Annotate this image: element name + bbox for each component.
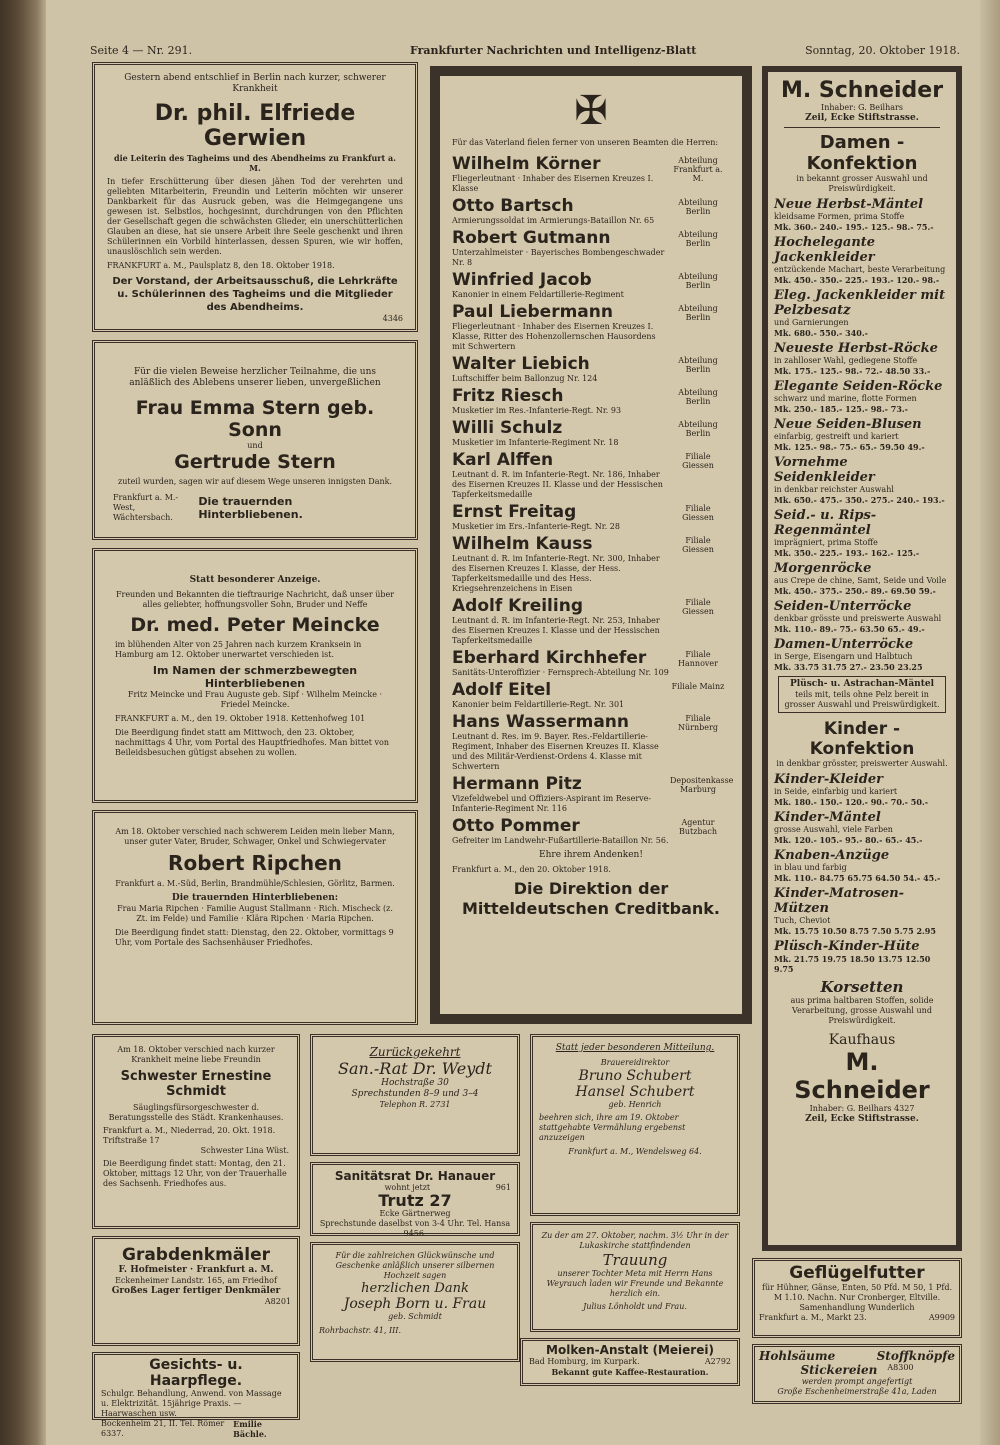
item-description: in zahlloser Wahl, gediegene Stoffe (774, 356, 918, 365)
fallen-department: Filiale Hannover (678, 650, 718, 668)
korsetten-text: aus prima haltbaren Stoffen, solide Verarbeitung, grosse Auswahl und Preiswürdigkeit. (790, 996, 934, 1025)
gerwien-intro: Gestern abend entschlief in Berlin nach kurzer, schwerer Krankheit (124, 73, 386, 94)
item-description: Tuch, Cheviot (774, 916, 831, 925)
schneider-owner-2: Inhaber: G. Beilhars (809, 1104, 892, 1113)
fallen-department: Abteilung Berlin (678, 356, 718, 374)
ad-dr-hanauer (310, 1162, 520, 1236)
stern-place-1: Frankfurt a. M.-West, (113, 493, 179, 512)
item-heading: Morgenröcke (774, 561, 872, 576)
fallen-name: Wilhelm Körner (452, 154, 601, 174)
fallen-entry (452, 386, 730, 416)
header-newspaper-title: Frankfurter Nachrichten und Intelligenz-Blatt (410, 44, 697, 57)
fallen-entry (452, 354, 730, 384)
item-prices: Mk. 125.- 98.- 75.- 65.- 59.50 49.- (774, 442, 925, 452)
price-item (774, 235, 950, 285)
fallen-description: Gefreiter im Landwehr-Fußartillerie-Bataillon Nr. 56. (452, 836, 669, 845)
item-heading: Eleg. Jackenkleider mit Pelzbesatz (774, 288, 946, 318)
stern-text: zuteil wurden, sagen wir auf diesem Wege unseren innigsten Dank. (117, 477, 393, 486)
grab-address: Eckenheimer Landstr. 165, am Friedhof (115, 1276, 277, 1285)
price-item (774, 417, 950, 452)
item-description: in denkbar reichster Auswahl (774, 485, 894, 494)
schmidt-role: Säuglingsfürsorgeschwester d. Beratungsstelle des Städt. Krankenhauses. (108, 1103, 284, 1122)
pflege-address: Bockenheim 21, II. Tel. Römer 6337. (101, 1419, 225, 1438)
fallen-entry (452, 418, 730, 448)
schneider-owner: Inhaber: G. Beilhars (821, 103, 903, 112)
born-name: Joseph Born u. Frau (343, 1296, 487, 1312)
pflege-body: Schulgr. Behandlung, Anwend. von Massage u. Elektrizität. 15jährige Praxis. — Haarwaschen usw. (101, 1389, 282, 1418)
price-item (774, 599, 950, 634)
fallen-entry (452, 648, 730, 678)
fallen-description: Unterzahlmeister · Bayerisches Bombengeschwader Nr. 8 (452, 248, 665, 267)
meincke-names: Fritz Meincke und Frau Auguste geb. Sipf · Wilhelm Meincke · Friedel Meincke. (127, 690, 383, 709)
schmidt-intro: Am 18. Oktober verschied nach kurzer Krankheit meine liebe Freundin (117, 1045, 275, 1064)
fallen-name: Hans Wassermann (452, 712, 629, 732)
fallen-name: Robert Gutmann (452, 228, 611, 248)
item-prices: Mk. 120.- 105.- 95.- 80.- 65.- 45.- (774, 835, 923, 845)
ad-grabdenkmaeler (92, 1236, 300, 1346)
fallen-department: Depositenkasse Marburg (670, 776, 734, 794)
damen-items (774, 197, 950, 672)
schubert-role: Brauereidirektor (600, 1058, 670, 1067)
price-item (774, 288, 950, 338)
ad-molken-anstalt (520, 1338, 740, 1386)
born-address: Rohrbachstr. 41, III. (319, 1326, 401, 1335)
fallen-entry (452, 712, 730, 772)
item-description: in Seide, einfarbig und kariert (774, 787, 898, 796)
molken-place: Bad Homburg, im Kurpark. (529, 1357, 640, 1366)
hohl-code: A8300 (887, 1363, 914, 1372)
ripchen-burial: Die Beerdigung findet statt: Dienstag, den 22. Oktober, vormittags 9 Uhr, vom Portale des Sachsenhäuser Friedhofes. (115, 928, 394, 947)
weydt-address: Hochstraße 30 (381, 1078, 449, 1088)
born-text: Für die zahlreichen Glückwünsche und Geschenke anläßlich unserer silbernen Hochzeit sagen (335, 1251, 495, 1280)
fallen-entry (452, 534, 730, 594)
item-prices: Mk. 33.75 31.75 27.- 23.50 23.25 (774, 662, 923, 672)
header-page-number: Seite 4 — Nr. 291. (90, 44, 193, 57)
fallen-entry (452, 774, 734, 814)
trauung-text: Zu der am 27. Oktober, nachm. 3½ Uhr in der Lukaskirche stattfindenden (541, 1231, 729, 1250)
fallen-description: Leutnant d. Res. im 9. Bayer. Res.-Feldartillerie-Regiment, Inhaber des Eisernen Kreuzes II. Klasse und des Militär-Verdienst-Ordens 4. Klasse mit Schwertern (452, 732, 659, 771)
item-description: in Serge, Eisengarn und Halbtuch (774, 652, 913, 661)
schneider-address-2: Zeil, Ecke Stiftstrasse. (805, 1114, 919, 1124)
fallen-department: Abteilung Berlin (678, 230, 718, 248)
fallen-department: Filiale Nürnberg (678, 714, 718, 732)
born-nee: geb. Schmidt (388, 1312, 442, 1321)
item-prices: Mk. 180.- 150.- 120.- 90.- 70.- 50.- (774, 797, 929, 807)
hanauer-corner: Ecke Gärtnerweg (379, 1209, 451, 1218)
grab-title: Grabdenkmäler (121, 1245, 270, 1265)
item-description: denkbar grösste und preiswerte Auswahl (774, 614, 942, 623)
stern-name-1: Frau Emma Stern geb. Sonn (135, 397, 375, 441)
fallen-entry (452, 228, 730, 268)
schubert-place: Frankfurt a. M., Wendelsweg 64. (568, 1147, 702, 1156)
price-item (774, 886, 950, 936)
memorial-mitteldeutsche-creditbank (430, 66, 752, 1024)
hohl-address: Große Eschenheimerstraße 41a, Laden (777, 1387, 937, 1396)
price-item (774, 341, 950, 376)
fallen-description: Musketier im Res.-Infanterie-Regt. Nr. 93 (452, 406, 622, 415)
thanks-born (310, 1242, 520, 1362)
fallen-entry (452, 596, 730, 646)
item-heading: Neue Herbst-Mäntel (774, 197, 924, 212)
plush-title: Plüsch- u. Astrachan-Mäntel (789, 679, 935, 689)
trauung-title: Trauung (602, 1251, 668, 1269)
item-heading: Hochelegante Jackenkleider (774, 235, 876, 265)
fallen-department: Abteilung Frankfurt a. M. (673, 156, 723, 183)
gefluegel-title: Geflügelfutter (789, 1263, 925, 1283)
fallen-description: Vizefeldwebel und Offiziers-Aspirant im Reserve-Infanterie-Regiment Nr. 116 (452, 794, 652, 813)
bank-honor: Ehre ihrem Andenken! (539, 850, 643, 860)
fallen-entry (452, 154, 730, 194)
item-prices: Mk. 250.- 185.- 125.- 98.- 73.- (774, 404, 908, 414)
stern-place-2: Wächtersbach. (113, 513, 173, 522)
schmidt-place: Frankfurt a. M., Niederrad, 20. Okt. 1918. Triftstraße 17 (103, 1126, 276, 1145)
fallen-name: Otto Pommer (452, 816, 580, 836)
schneider-address: Zeil, Ecke Stiftstrasse. (805, 113, 919, 123)
fallen-department: Abteilung Berlin (678, 420, 718, 438)
gefluegel-body: für Hühner, Gänse, Enten, 50 Pfd. M 50, 1 Pfd. M 1.10. Nachn. Nur Cronberger, Eltville. Samenhandlung Wunderlich (761, 1283, 952, 1312)
fallen-department: Abteilung Berlin (678, 304, 718, 322)
price-item (774, 939, 950, 974)
kinder-title: Kinder - Konfektion (809, 719, 915, 759)
obituary-schmidt (92, 1034, 300, 1229)
fallen-name: Adolf Eitel (452, 680, 552, 700)
item-description: schwarz und marine, flotte Formen (774, 394, 917, 403)
price-item (774, 772, 950, 807)
fallen-department: Agentur Butzbach (679, 818, 717, 836)
item-heading: Neueste Herbst-Röcke (774, 341, 938, 356)
price-item (774, 848, 950, 883)
fallen-description: Armierungssoldat im Armierungs-Bataillon Nr. 65 (452, 216, 655, 225)
fallen-description: Fliegerleutnant · Inhaber des Eisernen Kreuzes I. Klasse (452, 174, 654, 193)
trauung-signature: Julius Lönholdt und Frau. (583, 1302, 687, 1311)
fallen-description: Kanonier in einem Feldartillerie-Regiment (452, 290, 624, 299)
fallen-entry (452, 270, 730, 300)
item-heading: Knaben-Anzüge (774, 848, 890, 863)
schmidt-burial: Die Beerdigung findet statt: Montag, den 21. Oktober, mittags 12 Uhr, von der Trauerhalle des Sachsenh. Friedhofes aus. (103, 1159, 287, 1188)
fallen-description: Sanitäts-Unteroffizier · Fernsprech-Abteilung Nr. 109 (452, 668, 669, 677)
fallen-description: Musketier im Ers.-Infanterie-Regt. Nr. 28 (452, 522, 620, 531)
price-item (774, 637, 950, 672)
fallen-name: Ernst Freitag (452, 502, 577, 522)
schneider-name-2: M. Schneider (794, 1048, 930, 1104)
meincke-name: Dr. med. Peter Meincke (130, 614, 380, 636)
page-header (90, 44, 960, 64)
item-description: entzückende Machart, beste Verarbeitung (774, 265, 946, 274)
meincke-intro: Freunden und Bekannten die tieftraurige Nachricht, daß unser über alles geliebter, hoffnungsvoller Sohn, Bruder und Neffe (115, 590, 395, 609)
item-prices: Mk. 650.- 475.- 350.- 275.- 240.- 193.- (774, 495, 945, 505)
item-heading: Elegante Seiden-Röcke (774, 379, 943, 394)
ripchen-name: Robert Ripchen (168, 851, 342, 875)
item-prices: Mk. 350.- 225.- 193.- 162.- 125.- (774, 548, 920, 558)
schubert-text: beehren sich, ihre am 19. Oktober stattgehabte Vermählung ergebenst anzuzeigen (539, 1113, 686, 1142)
molken-code: A2792 (704, 1357, 731, 1366)
gerwien-body: In tiefer Erschütterung über diesen jähen Tod der verehrten und geliebten Mitarbeiterin, Freundin und Leiterin möchten wir unserer Dankbarkeit für das Ausruck geben, was die Heimgegangene uns gewesen ist. Selbstlos, hochgesinnt, durchdrungen von den Pflichten der Gesellschaft gegen die schwächsten Glieder, ein unerschütterlichen Glauben an diese, hat sie unsere Arbeit ihre Seele geschenkt und ihren Schülerinnen ein Vorbild hinterlassen, dessen Spuren, wie wir hoffen, unauslöschlich sein werden. (107, 177, 403, 256)
item-prices: Mk. 680.- 550.- 340.- (774, 328, 868, 338)
fallen-entry (452, 816, 730, 846)
hohl-b: Stoffknöpfe (876, 1349, 955, 1363)
ad-m-schneider (762, 66, 962, 1251)
price-item (774, 508, 950, 558)
meincke-signature: Im Namen der schmerzbewegten Hinterbliebenen (152, 664, 358, 690)
fallen-department: Abteilung Berlin (678, 388, 718, 406)
fallen-entry (452, 450, 730, 500)
item-prices: Mk. 110.- 89.- 75.- 63.50 65.- 49.- (774, 624, 925, 634)
fallen-description: Leutnant d. R. im Infanterie-Regt. Nr. 300, Inhaber des Eisernen Kreuzes I. Klasse, der Hess. Tapferkeitsmedaille und des Hess. Kriegsehrenzeichens in Eisen (452, 554, 660, 593)
molken-title: Molken-Anstalt (Meierei) (546, 1343, 714, 1357)
ripchen-intro: Am 18. Oktober verschied nach schwerem Leiden mein lieber Mann, unser guter Vater, Bruder, Schwager, Onkel und Schwiegervater (115, 827, 395, 846)
item-description: aus Crepe de chine, Samt, Seide und Voile (774, 576, 947, 585)
item-prices: Mk. 110.- 84.75 65.75 64.50 54.- 45.- (774, 873, 941, 883)
item-heading: Neue Seiden-Blusen (774, 417, 922, 432)
item-heading: Kinder-Matrosen-Mützen (774, 886, 905, 916)
item-heading: Seid.- u. Rips-Regenmäntel (774, 508, 877, 538)
item-heading: Plüsch-Kinder-Hüte (774, 939, 920, 954)
fallen-name: Eberhard Kirchhefer (452, 648, 647, 668)
hanauer-moved: wohnt jetzt (384, 1183, 431, 1192)
meincke-text: im blühenden Alter von 25 Jahren nach kurzem Kranksein in Hamburg am 12. Oktober unerwartet verschieden ist. (115, 640, 362, 659)
item-prices: Mk. 450.- 375.- 250.- 89.- 69.50 59.- (774, 586, 936, 596)
hanauer-name: Sanitätsrat Dr. Hanauer (334, 1169, 496, 1183)
gerwien-name: Dr. phil. Elfriede Gerwien (154, 101, 356, 151)
obituary-gerwien (92, 62, 418, 332)
hohl-d: werden prompt angefertigt (801, 1377, 913, 1386)
item-heading: Vornehme Seidenkleider (774, 455, 875, 485)
fallen-department: Abteilung Berlin (678, 272, 718, 290)
ad-dr-weydt (310, 1034, 520, 1156)
korsetten-title: Korsetten (820, 978, 904, 996)
bank-signature: Die Direktion der Mitteldeutschen Creditbank. (461, 879, 721, 918)
ripchen-signature: Die trauernden Hinterbliebenen: (171, 893, 339, 903)
fallen-entry (452, 680, 730, 710)
gerwien-signature: Der Vorstand, der Arbeitsausschuß, die Lehrkräfte u. Schülerinnen des Tagheims und die Mitglieder des Abendheims. (112, 276, 398, 313)
fallen-name: Winfried Jacob (452, 270, 592, 290)
schubert-name-1: Bruno Schubert (578, 1068, 692, 1084)
meincke-title: Statt besonderer Anzeige. (189, 575, 321, 585)
hanauer-hours: Sprechstunde daselbst von 3-4 Uhr. Tel. Hansa 9456. (319, 1219, 511, 1238)
stern-name-2: Gertrude Stern (174, 451, 336, 473)
fallen-description: Kanonier beim Feldartillerie-Regt. Nr. 301 (452, 700, 625, 709)
ad-hohlsaeume (752, 1344, 962, 1404)
item-heading: Damen-Unterröcke (774, 637, 914, 652)
ad-gefluegelfutter (752, 1258, 962, 1338)
fallen-department: Filiale Giessen (682, 504, 714, 522)
fallen-description: Leutnant d. R. im Infanterie-Regt. Nr. 186, Inhaber des Eisernen Kreuzes II. Klasse und der Hessischen Tapferkeitsmedaille (452, 470, 663, 499)
meincke-burial: Die Beerdigung findet statt am Mittwoch, den 23. Oktober, nachmittags 4 Uhr, vom Portal des Hauptfriedhofes. Man bittet von Beileidsbesuchen gütigst absehen zu wollen. (115, 728, 390, 757)
fallen-department: Filiale Mainz (671, 682, 725, 691)
weydt-phone: Telephon R. 2731 (379, 1100, 451, 1109)
fallen-department: Filiale Giessen (682, 536, 714, 554)
meincke-place: FRANKFURT a. M., den 19. Oktober 1918. Kettenhofweg 101 (115, 714, 366, 723)
book-spine (0, 0, 46, 1445)
item-description: grosse Auswahl, viele Farben (774, 825, 893, 834)
page-edge (980, 0, 1000, 1445)
weydt-title: Zurückgekehrt (369, 1045, 461, 1059)
weydt-hours: Sprechstunden 8–9 und 3–4 (351, 1089, 479, 1099)
fallen-name: Adolf Kreiling (452, 596, 583, 616)
stern-signature: Die trauernden Hinterbliebenen. (198, 495, 303, 521)
item-description: imprägniert, prima Stoffe (774, 538, 878, 547)
fallen-list (452, 154, 734, 846)
kinder-items (774, 772, 950, 974)
fallen-description: Fliegerleutnant · Inhaber des Eisernen Kreuzes I. Klasse, Ritter des Hohenzollernschen Hausordens mit Schwertern (452, 322, 656, 351)
price-item (774, 379, 950, 414)
fallen-department: Filiale Giessen (682, 452, 714, 470)
schneider-code: 4327 (894, 1104, 915, 1113)
fallen-entry (452, 302, 730, 352)
fallen-name: Otto Bartsch (452, 196, 574, 216)
announcement-schubert (530, 1034, 740, 1216)
item-heading: Kinder-Kleider (774, 772, 883, 787)
obituary-meincke (92, 548, 418, 803)
schubert-title: Statt jeder besonderen Mitteilung. (555, 1043, 715, 1053)
schneider-name: M. Schneider (780, 78, 944, 103)
bank-place: Frankfurt a. M., den 20. Oktober 1918. (452, 865, 611, 874)
header-date: Sonntag, 20. Oktober 1918. (805, 44, 960, 57)
fallen-description: Musketier im Infanterie-Regiment Nr. 18 (452, 438, 619, 447)
item-heading: Seiden-Unterröcke (774, 599, 912, 614)
gefluegel-address: Frankfurt a. M., Markt 23. (759, 1313, 867, 1322)
hanauer-code: 961 (495, 1183, 511, 1192)
trauung-body: unserer Tochter Meta mit Herrn Hans Weyrauch laden wir Freunde und Bekannte herzlich ein. (546, 1269, 724, 1298)
item-prices: Mk. 175.- 125.- 98.- 72.- 48.50 33.- (774, 366, 931, 376)
schubert-name-2: Hansel Schubert (575, 1084, 695, 1100)
stern-und: und (247, 441, 263, 450)
molken-sub: Bekannt gute Kaffee-Restauration. (551, 1367, 709, 1377)
price-item (774, 810, 950, 845)
item-description: in blau und farbig (774, 863, 847, 872)
damen-sub: in bekannt grosser Auswahl und Preiswürdigkeit. (796, 174, 928, 193)
item-description: kleidsame Formen, prima Stoffe (774, 212, 905, 221)
kaufhaus-label: Kaufhaus (828, 1032, 896, 1048)
pflege-title: Gesichts- u. Haarpflege. (149, 1357, 243, 1389)
gerwien-place: FRANKFURT a. M., Paulsplatz 8, den 18. Oktober 1918. (107, 261, 335, 270)
item-prices: Mk. 15.75 10.50 8.75 7.50 5.75 2.95 (774, 926, 936, 936)
pflege-name: Emilie Bächle. (233, 1419, 267, 1439)
fallen-name: Willi Schulz (452, 418, 563, 438)
kinder-sub: in denkbar grösster, preiswerter Auswahl. (776, 759, 948, 768)
price-item (774, 561, 950, 596)
price-item (774, 455, 950, 505)
thanks-stern (92, 340, 418, 540)
grab-code: A8201 (264, 1297, 291, 1306)
fallen-name: Wilhelm Kauss (452, 534, 593, 554)
gerwien-role: die Leiterin des Tagheims und des Abendheims zu Frankfurt a. M. (114, 153, 396, 173)
schmidt-name: Schwester Ernestine Schmidt (120, 1069, 272, 1099)
fallen-name: Fritz Riesch (452, 386, 564, 406)
announcement-trauung (530, 1222, 740, 1332)
fallen-name: Karl Alffen (452, 450, 554, 470)
fallen-entry (452, 502, 730, 532)
item-description: einfarbig, gestreift und kariert (774, 432, 899, 441)
gerwien-code: 4346 (382, 314, 403, 323)
schubert-nee: geb. Henrich (608, 1100, 662, 1109)
hanauer-street: Trutz 27 (378, 1191, 452, 1210)
ripchen-names: Frau Maria Ripchen · Familie August Stallmann · Rich. Mischeck (z. Zt. im Felde) und Familie · Klära Ripchen · Maria Ripchen. (117, 904, 393, 923)
item-heading: Kinder-Mäntel (774, 810, 881, 825)
born-thanks: herzlichen Dank (361, 1281, 469, 1296)
fallen-description: Leutnant d. R. im Infanterie-Regt. Nr. 253, Inhaber des Eisernen Kreuzes I. Klasse und der Hessischen Tapferkeitsmedaille (452, 616, 660, 645)
item-prices: Mk. 21.75 19.75 18.50 13.75 12.50 9.75 (774, 954, 931, 974)
stern-intro: Für die vielen Beweise herzlicher Teilnahme, die uns anläßlich des Ablebens unserer lieben, unvergeßlichen (129, 367, 381, 388)
grab-stock: Großes Lager fertiger Denkmäler (111, 1286, 281, 1296)
fallen-name: Paul Liebermann (452, 302, 613, 322)
fallen-department: Filiale Giessen (682, 598, 714, 616)
price-item (774, 197, 950, 232)
plush-text: teils mit, teils ohne Pelz bereit in grosser Auswahl und Preiswürdigkeit. (784, 690, 940, 709)
gefluegel-code: A9909 (928, 1313, 955, 1322)
item-prices: Mk. 450.- 350.- 225.- 193.- 120.- 98.- (774, 275, 940, 285)
plush-box (778, 676, 946, 713)
fallen-name: Walter Liebich (452, 354, 590, 374)
schmidt-signature: Schwester Lina Wüst. (200, 1146, 289, 1155)
fallen-department: Abteilung Berlin (678, 198, 718, 216)
obituary-ripchen (92, 810, 418, 1025)
fallen-description: Luftschiffer beim Ballonzug Nr. 124 (452, 374, 598, 383)
hohl-c: Stickereien (800, 1363, 878, 1377)
weydt-name: San.-Rat Dr. Weydt (338, 1059, 492, 1078)
fallen-name: Hermann Pitz (452, 774, 582, 794)
bank-intro: Für das Vaterland fielen ferner von unseren Beamten die Herren: (452, 138, 719, 147)
iron-cross-icon: ✠ (574, 88, 608, 134)
damen-title: Damen - Konfektion (806, 132, 918, 174)
item-description: und Garnierungen (774, 318, 849, 327)
grab-name: F. Hofmeister · Frankfurt a. M. (118, 1265, 274, 1275)
ad-gesichtspflege (92, 1352, 300, 1439)
fallen-entry (452, 196, 730, 226)
ripchen-place: Frankfurt a. M.-Süd, Berlin, Brandmühle/Schlesien, Görlitz, Barmen. (115, 879, 395, 888)
item-prices: Mk. 360.- 240.- 195.- 125.- 98.- 75.- (774, 222, 934, 232)
hohl-a: Hohlsäume (759, 1349, 836, 1363)
